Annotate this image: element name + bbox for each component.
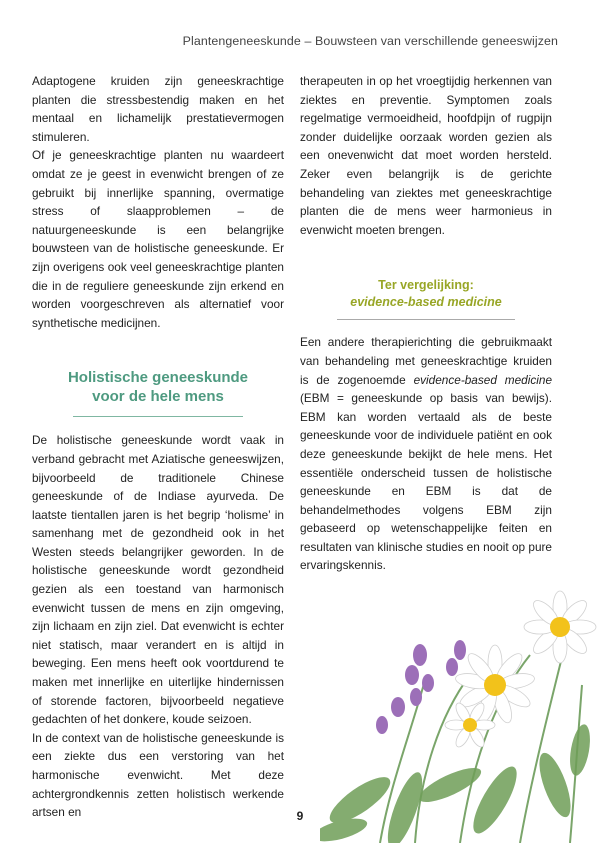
heading-underline [337,319,515,320]
text-run: (EBM = geneeskunde op basis van bewijs). EBM kan worden vertaald als de beste geneeskunde voor de individuele patiënt en ook deze geneeskunde bekijkt de hele mens. Het essentiële onderscheid tussen de holistische geneeskunde en EBM is dat de behandelmethodes volgens EBM zijn gebaseerd op wetenschappelijke feiten en resultaten van klinische studies en nooit op pure ervaringskennis. [300,391,552,573]
paragraph: therapeuten in op het vroegtijdig herkennen van ziektes en preventie. Symptomen zoals regelmatige vermoeidheid, hoofdpijn of rugpijn zonder duidelijke oorzaak worden gezien als een onevenwicht dat moet worden hersteld. Zeker even belangrijk is de gerichte behandeling van ziektes met geneeskrachtige planten die de mens weer harmonieus in evenwicht moeten brengen. [300,74,552,237]
paragraph [300,333,552,575]
paragraph: Adaptogene kruiden zijn geneeskrachtige planten die stressbestendig maken en het mentaal en lichamelijk prestatievermogen stimuleren. [32,74,284,144]
left-column [32,72,284,822]
paragraph: In de context van de holistische geneeskunde is een ziekte dus een verstoring van het harmonische evenwicht. Met deze achtergrondkennis zetten holistisch werkende artsen en [32,730,284,820]
right-column [300,72,552,575]
heading-line: Holistische geneeskunde [67,369,249,387]
section-heading-ebm [300,277,552,311]
paragraph: Of je geneeskrachtige planten nu waardeert omdat ze je geest in evenwicht brengen of ze gebruikt bij innerlijke spanning, overmatige stress of slaapproblemen – de natuurgeneeskunde is een belangrijke bouwsteen van de holistische geneeskunde. Er zijn overigens ook veel geneeskrachtige planten die in de reguliere geneeskunde zijn erkend en worden voorgeschreven als alternatief voor synthetische medicijnen. [32,148,284,330]
heading-line: voor de hele mens [92,388,224,406]
section-heading-holistic [32,368,284,406]
emphasis-text: evidence-based medicine [413,372,553,387]
heading-line: Ter vergelijking: [378,278,474,293]
chamomile-lavender-illustration [320,585,600,843]
paragraph: De holistische geneeskunde wordt vaak in verband gebracht met Aziatische geneeswijzen, bijvoorbeeld de traditionele Chinese geneeskunde of de Indiase ayurveda. De laatste tientallen jaren is het begrip ‘holisme’ in samenhang met de gezondheid ook in het Westen steeds belangrijker geworden. In de holistische geneeskunde wordt gezondheid gezien als een toestand van harmonisch evenwicht tussen de mens en zijn omgeving, zijn lichaam en zijn ziel. Dat evenwicht is echter niet statisch, maar verandert en is altijd in beweging. Een mens heeft ook voortdurend te maken met innerlijke en uiterlijke hindernissen of storende factoren, bijvoorbeeld negatieve gedachten of het donkere, koude seizoen. [32,433,284,727]
heading-line: evidence-based medicine [350,295,502,310]
running-header: Plantengeneeskunde – Bouwsteen van verschillende geneeswijzen [182,34,558,48]
text-run: Een andere therapierichting die gebruikmaakt van behandeling met geneeskrachtige kruiden is de zogenoemde [300,335,552,387]
heading-underline [73,416,243,417]
page-number: 9 [296,809,304,823]
